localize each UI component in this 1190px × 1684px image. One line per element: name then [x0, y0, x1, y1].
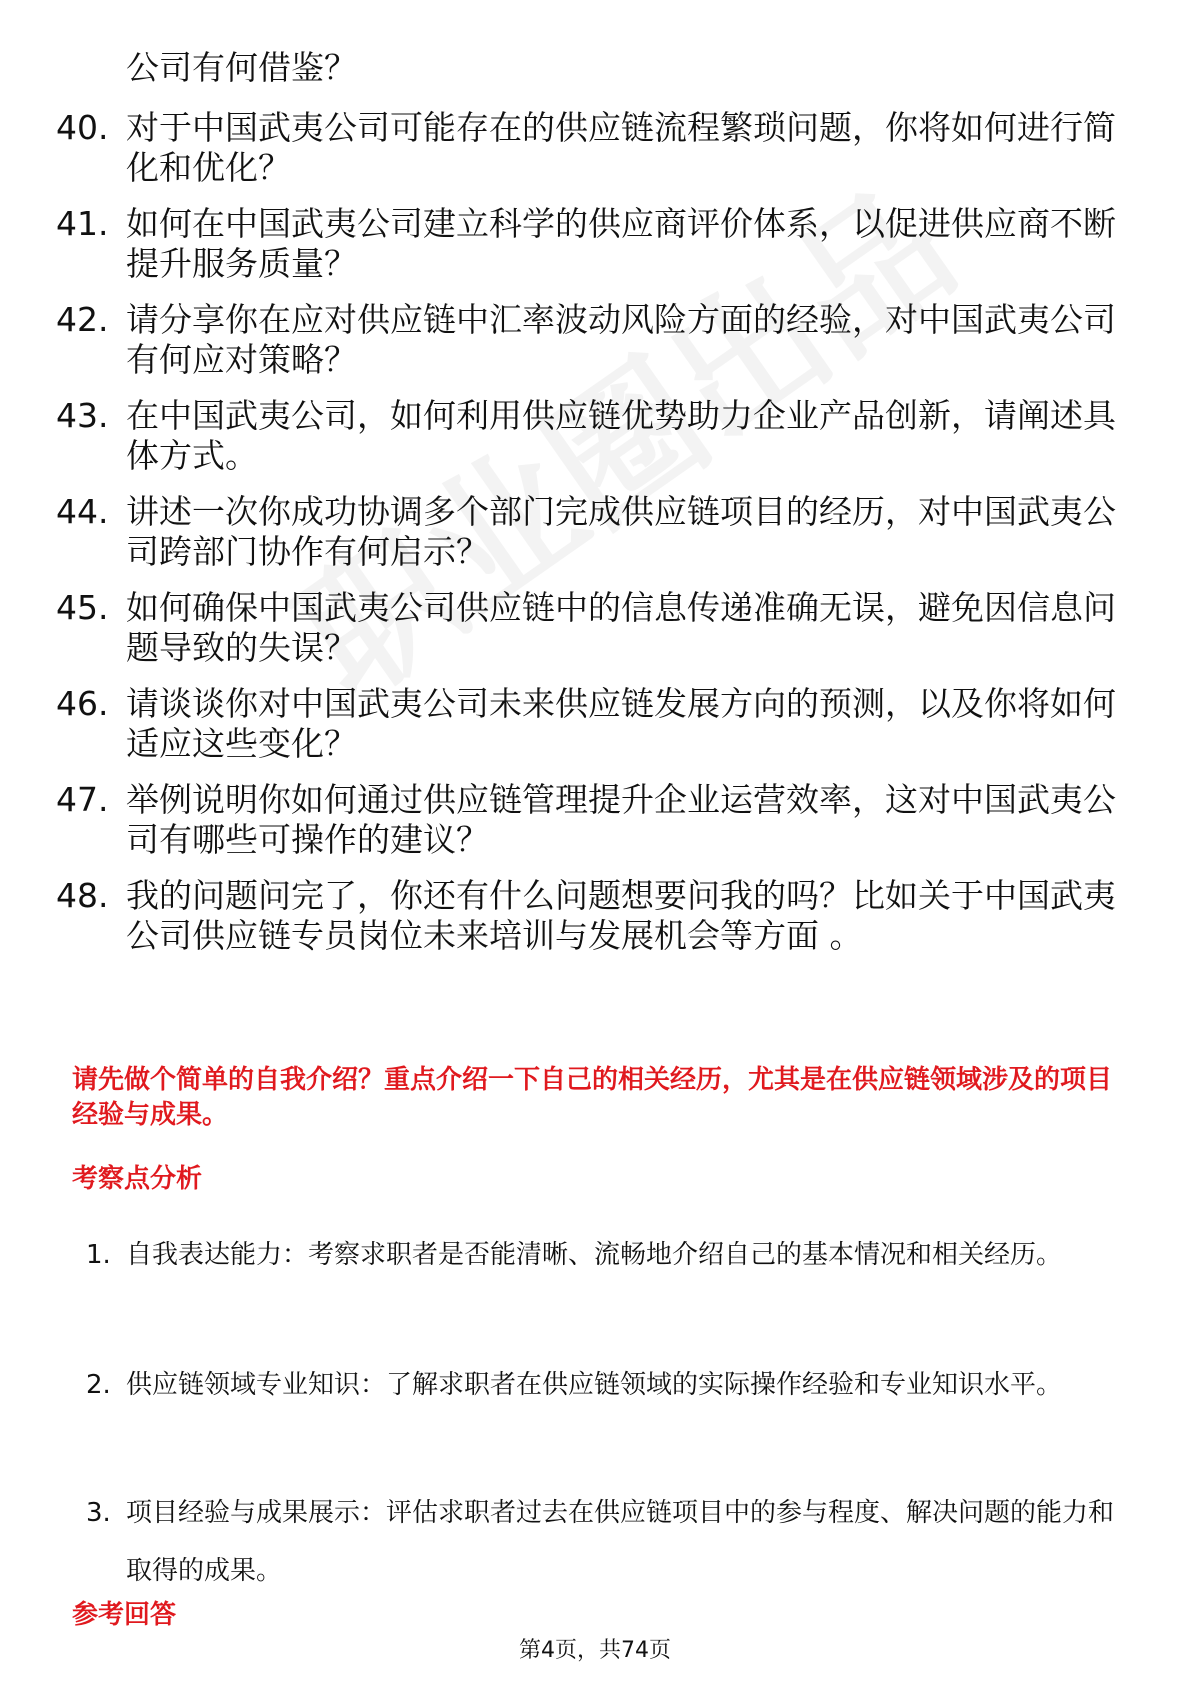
analysis-point-number: 2. [86, 1370, 111, 1400]
question-item [0, 204, 1190, 288]
question-number: 44. [56, 492, 109, 531]
question-text: 举例说明你如何通过供应链管理提升企业运营效率，这对中国武夷公司有哪些可操作的建议？ [126, 780, 1116, 859]
question-text: 对于中国武夷公司可能存在的供应链流程繁琐问题，你将如何进行简化和优化？ [126, 108, 1116, 187]
question-text: 请谈谈你对中国武夷公司未来供应链发展方向的预测，以及你将如何适应这些变化？ [126, 684, 1116, 763]
question-text: 我的问题问完了，你还有什么问题想要问我的吗？比如关于中国武夷公司供应链专员岗位未来培训与发展机会等方面 。 [126, 876, 1116, 955]
analysis-point-text: 项目经验与成果展示：评估求职者过去在供应链项目中的参与程度、解决问题的能力和取得的成果。 [126, 1498, 1115, 1586]
question-number: 43. [56, 396, 109, 435]
question-text: 在中国武夷公司，如何利用供应链优势助力企业产品创新，请阐述具体方式。 [126, 396, 1116, 475]
analysis-point-number: 3. [86, 1498, 111, 1528]
analysis-point [0, 1484, 1190, 1602]
analysis-point [0, 1226, 1190, 1344]
question-number: 41. [56, 204, 109, 243]
question-item [0, 588, 1190, 672]
question-item [0, 876, 1190, 960]
answer-title: 参考回答 [72, 1600, 177, 1630]
question-item [0, 780, 1190, 864]
analysis-title: 考察点分析 [72, 1164, 203, 1194]
analysis-point-number: 1. [86, 1240, 111, 1270]
analysis-point-text: 供应链领域专业知识：了解求职者在供应链领域的实际操作经验和专业知识水平。 [126, 1370, 1063, 1400]
analysis-point-text: 自我表达能力：考察求职者是否能清晰、流畅地介绍自己的基本情况和相关经历。 [126, 1240, 1063, 1270]
question-number: 42. [56, 300, 109, 339]
question-item [0, 684, 1190, 768]
question-item [0, 396, 1190, 480]
question-number: 47. [56, 780, 109, 819]
question-item [0, 108, 1190, 192]
question-number: 48. [56, 876, 109, 915]
interview-prompt: 请先做个简单的自我介绍？重点介绍一下自己的相关经历，尤其是在供应链领域涉及的项目经验与成果。 [72, 1065, 1113, 1130]
question-text: 讲述一次你成功协调多个部门完成供应链项目的经历，对中国武夷公司跨部门协作有何启示？ [126, 492, 1116, 571]
question-text: 如何确保中国武夷公司供应链中的信息传递准确无误，避免因信息问题导致的失误？ [126, 588, 1116, 667]
analysis-point [0, 1356, 1190, 1474]
question-number: 45. [56, 588, 109, 627]
question-number: 40. [56, 108, 109, 147]
question-text: 如何在中国武夷公司建立科学的供应商评价体系，以促进供应商不断提升服务质量？ [126, 204, 1116, 283]
page-footer: 第4页，共74页 [519, 1638, 671, 1663]
question-text: 请分享你在应对供应链中汇率波动风险方面的经验，对中国武夷公司有何应对策略？ [126, 300, 1116, 379]
question-item [0, 492, 1190, 576]
question-continuation: 公司有何借鉴？ [126, 48, 357, 87]
question-number: 46. [56, 684, 109, 723]
question-item [0, 300, 1190, 384]
